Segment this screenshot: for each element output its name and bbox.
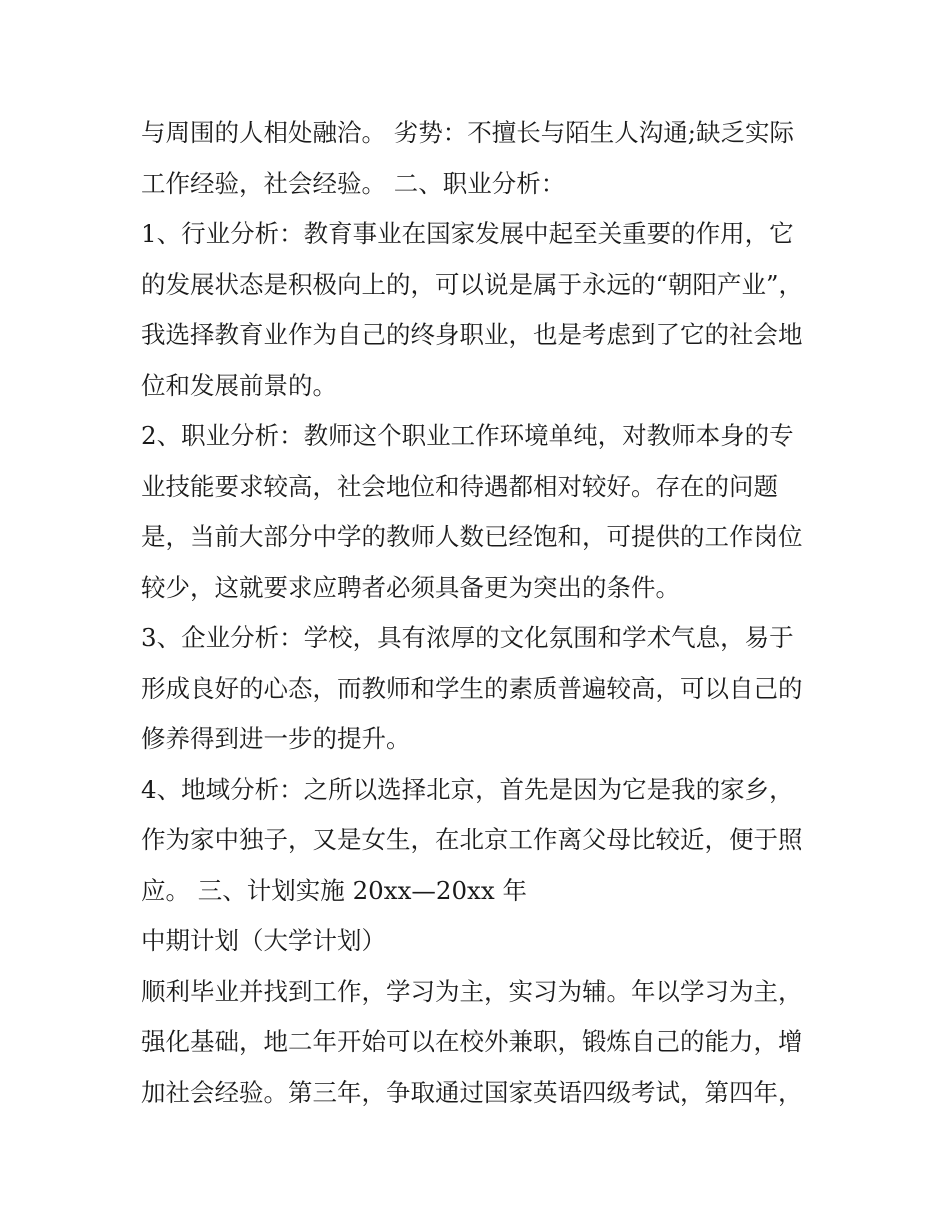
text-line: 顺利毕业并找到工作，学习为主，实习为辅。年以学习为主，: [141, 976, 803, 1006]
text-line: 业技能要求较高，社会地位和待遇都相对较好。存在的问题: [141, 471, 778, 501]
text-line: 中期计划（大学计划）: [141, 926, 386, 955]
text-line: 与周围的人相处融洽。 劣势：不擅长与陌生人沟通;缺乏实际: [141, 118, 795, 147]
text-line: 较少，这就要求应聘者必须具备更为突出的条件。: [141, 572, 680, 602]
text-line: 1、行业分析：教育事业在国家发展中起至关重要的作用，它: [141, 219, 794, 248]
text-line: 加社会经验。第三年，争取通过国家英语四级考试，第四年，: [141, 1077, 803, 1107]
text-line: 2、职业分析：教师这个职业工作环境单纯，对教师本身的专: [141, 421, 794, 450]
text-line: 应。 三、计划实施 20xx—20xx 年: [141, 875, 527, 905]
text-line: 是，当前大部分中学的教师人数已经饱和，可提供的工作岗位: [141, 522, 803, 551]
text-line: 强化基础，地二年开始可以在校外兼职，锻炼自己的能力，增: [141, 1027, 803, 1056]
text-line: 的发展状态是积极向上的，可以说是属于永远的“朝阳产业”，: [141, 269, 804, 299]
text-line: 工作经验，社会经验。 二、职业分析：: [141, 168, 566, 198]
text-line: 3、企业分析：学校，具有浓厚的文化氛围和学术气息，易于: [141, 623, 794, 652]
text-line: 4、地域分析：之所以选择北京，首先是因为它是我的家乡，: [141, 774, 794, 804]
text-line: 形成良好的心态，而教师和学生的素质普遍较高，可以自己的: [141, 673, 803, 703]
text-line: 位和发展前景的。: [141, 370, 337, 400]
document-body: [141, 108, 821, 1118]
text-line: 我选择教育业作为自己的终身职业，也是考虑到了它的社会地: [141, 320, 803, 349]
text-line: 作为家中独子，又是女生，在北京工作离父母比较近，便于照: [141, 825, 803, 854]
text-line: 修养得到进一步的提升。: [141, 724, 411, 753]
